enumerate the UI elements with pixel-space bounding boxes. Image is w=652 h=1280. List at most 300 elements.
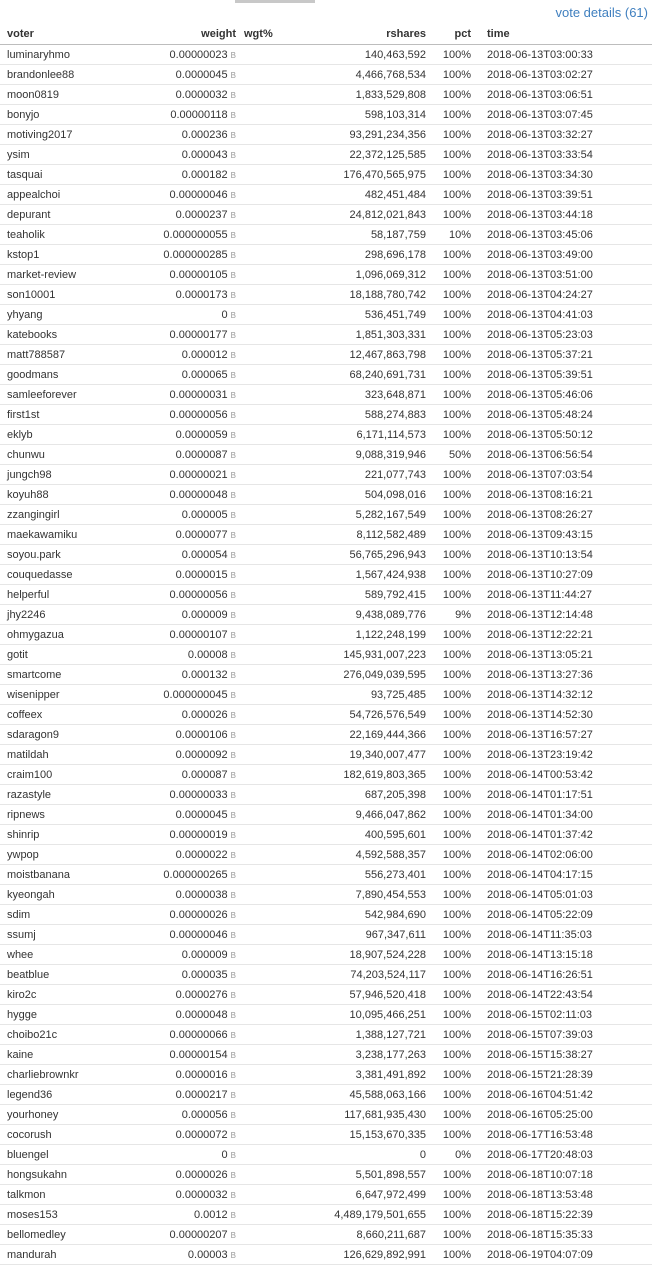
time-value: 2018-06-13T03:02:27 <box>475 65 652 85</box>
votes-table <box>0 24 652 1265</box>
weight-value <box>128 345 240 365</box>
time-value: 2018-06-13T05:37:21 <box>475 345 652 365</box>
weight-value <box>128 865 240 885</box>
rshares-value: 589,792,415 <box>300 585 430 605</box>
time-value: 2018-06-14T04:17:15 <box>475 865 652 885</box>
rshares-value: 1,851,303,331 <box>300 325 430 345</box>
rshares-value: 6,647,972,499 <box>300 1185 430 1205</box>
voter-link[interactable]: bellomedley <box>0 1225 128 1245</box>
rshares-value: 4,592,588,357 <box>300 845 430 865</box>
voter-link[interactable]: jhy2246 <box>0 605 128 625</box>
weight-value <box>128 305 240 325</box>
voter-link[interactable]: son10001 <box>0 285 128 305</box>
voter-link[interactable]: chunwu <box>0 445 128 465</box>
wgt-percent-value <box>240 885 300 905</box>
pct-value: 100% <box>430 1005 475 1025</box>
rshares-value: 1,122,248,199 <box>300 625 430 645</box>
weight-value <box>128 1065 240 1085</box>
voter-link[interactable]: helperful <box>0 585 128 605</box>
weight-value <box>128 765 240 785</box>
time-value: 2018-06-13T08:26:27 <box>475 505 652 525</box>
voter-link[interactable]: jungch98 <box>0 465 128 485</box>
column-header-rshares[interactable]: rshares <box>300 24 430 45</box>
rshares-value: 556,273,401 <box>300 865 430 885</box>
voter-link[interactable]: beatblue <box>0 965 128 985</box>
weight-unit-icon: B <box>230 730 236 740</box>
table-row <box>0 1125 652 1145</box>
voter-link[interactable]: sdim <box>0 905 128 925</box>
weight-number: 0.00000019 <box>169 828 228 841</box>
voter-link[interactable]: eklyb <box>0 425 128 445</box>
table-row <box>0 485 652 505</box>
weight-unit-icon: B <box>230 410 236 420</box>
weight-number: 0.000000265 <box>163 868 228 881</box>
weight-value <box>128 825 240 845</box>
weight-number: 0.000065 <box>181 368 228 381</box>
weight-unit-icon: B <box>230 1010 236 1020</box>
weight-unit-icon: B <box>230 990 236 1000</box>
weight-unit-icon: B <box>230 970 236 980</box>
time-value: 2018-06-14T01:37:42 <box>475 825 652 845</box>
rshares-value: 9,088,319,946 <box>300 445 430 465</box>
weight-number: 0.0000276 <box>175 988 228 1001</box>
time-value: 2018-06-13T04:24:27 <box>475 285 652 305</box>
weight-number: 0.0000106 <box>175 728 228 741</box>
weight-value <box>128 205 240 225</box>
table-row <box>0 885 652 905</box>
table-row <box>0 825 652 845</box>
rshares-value: 22,169,444,366 <box>300 725 430 745</box>
voter-link[interactable]: whee <box>0 945 128 965</box>
table-row <box>0 585 652 605</box>
wgt-percent-value <box>240 285 300 305</box>
voter-link[interactable]: hongsukahn <box>0 1165 128 1185</box>
weight-unit-icon: B <box>230 570 236 580</box>
rshares-value: 542,984,690 <box>300 905 430 925</box>
top-bar <box>0 0 652 24</box>
voter-link[interactable]: appealchoi <box>0 185 128 205</box>
pct-value: 100% <box>430 365 475 385</box>
voter-link[interactable]: choibo21c <box>0 1025 128 1045</box>
voter-link[interactable]: yourhoney <box>0 1105 128 1125</box>
wgt-percent-value <box>240 1105 300 1125</box>
weight-value <box>128 1165 240 1185</box>
voter-link[interactable]: luminaryhmo <box>0 45 128 65</box>
weight-unit-icon: B <box>230 70 236 80</box>
rshares-value: 19,340,007,477 <box>300 745 430 765</box>
pct-value: 100% <box>430 525 475 545</box>
pct-value: 100% <box>430 1165 475 1185</box>
weight-unit-icon: B <box>230 90 236 100</box>
voter-link[interactable]: yhyang <box>0 305 128 325</box>
wgt-percent-value <box>240 1065 300 1085</box>
time-value: 2018-06-13T03:07:45 <box>475 105 652 125</box>
voter-link[interactable]: ywpop <box>0 845 128 865</box>
weight-value <box>128 105 240 125</box>
voter-link[interactable]: ssumj <box>0 925 128 945</box>
weight-value <box>128 525 240 545</box>
wgt-percent-value <box>240 645 300 665</box>
voter-link[interactable]: first1st <box>0 405 128 425</box>
table-row <box>0 445 652 465</box>
wgt-percent-value <box>240 525 300 545</box>
time-value: 2018-06-13T06:56:54 <box>475 445 652 465</box>
weight-number: 0.0000045 <box>175 808 228 821</box>
voter-link[interactable]: legend36 <box>0 1085 128 1105</box>
weight-number: 0.0000038 <box>175 888 228 901</box>
weight-number: 0.0000072 <box>175 1128 228 1141</box>
weight-value <box>128 605 240 625</box>
pct-value: 100% <box>430 845 475 865</box>
weight-unit-icon: B <box>230 810 236 820</box>
wgt-percent-value <box>240 405 300 425</box>
pct-value: 100% <box>430 745 475 765</box>
weight-value <box>128 385 240 405</box>
weight-value <box>128 1045 240 1065</box>
time-value: 2018-06-13T05:39:51 <box>475 365 652 385</box>
time-value: 2018-06-13T03:51:00 <box>475 265 652 285</box>
weight-value <box>128 785 240 805</box>
pct-value: 100% <box>430 825 475 845</box>
voter-link[interactable]: kiro2c <box>0 985 128 1005</box>
weight-value <box>128 885 240 905</box>
weight-number: 0.00000066 <box>169 1028 228 1041</box>
time-value: 2018-06-13T04:41:03 <box>475 305 652 325</box>
voter-link[interactable]: craim100 <box>0 765 128 785</box>
wgt-percent-value <box>240 305 300 325</box>
pct-value: 100% <box>430 1185 475 1205</box>
weight-value <box>128 45 240 65</box>
weight-number: 0.000087 <box>181 768 228 781</box>
weight-unit-icon: B <box>230 390 236 400</box>
weight-value <box>128 845 240 865</box>
rshares-value: 24,812,021,843 <box>300 205 430 225</box>
weight-number: 0.000043 <box>181 148 228 161</box>
weight-number: 0.0000015 <box>175 568 228 581</box>
voter-link[interactable]: razastyle <box>0 785 128 805</box>
voter-link[interactable]: motiving2017 <box>0 125 128 145</box>
horizontal-scroll-thumb[interactable] <box>235 0 315 3</box>
pct-value: 100% <box>430 545 475 565</box>
table-row <box>0 945 652 965</box>
time-value: 2018-06-16T05:25:00 <box>475 1105 652 1125</box>
voter-link[interactable]: gotit <box>0 645 128 665</box>
pct-value: 100% <box>430 105 475 125</box>
table-row <box>0 1245 652 1265</box>
rshares-value: 536,451,749 <box>300 305 430 325</box>
wgt-percent-value <box>240 545 300 565</box>
voter-link[interactable]: moistbanana <box>0 865 128 885</box>
voter-link[interactable]: bonyjo <box>0 105 128 125</box>
wgt-percent-value <box>240 945 300 965</box>
voter-link[interactable]: mandurah <box>0 1245 128 1265</box>
wgt-percent-value <box>240 105 300 125</box>
time-value: 2018-06-14T11:35:03 <box>475 925 652 945</box>
pct-value: 100% <box>430 905 475 925</box>
pct-value: 10% <box>430 225 475 245</box>
weight-number: 0.0000077 <box>175 528 228 541</box>
table-row <box>0 865 652 885</box>
weight-number: 0.0000092 <box>175 748 228 761</box>
voter-link[interactable]: smartcome <box>0 665 128 685</box>
voter-link[interactable]: ripnews <box>0 805 128 825</box>
rshares-value: 57,946,520,418 <box>300 985 430 1005</box>
weight-value <box>128 485 240 505</box>
weight-unit-icon: B <box>230 870 236 880</box>
weight-unit-icon: B <box>230 310 236 320</box>
column-header-wgt-percent[interactable]: wgt% <box>240 24 300 45</box>
time-value: 2018-06-13T03:49:00 <box>475 245 652 265</box>
rshares-value: 140,463,592 <box>300 45 430 65</box>
wgt-percent-value <box>240 45 300 65</box>
voter-link[interactable]: tasquai <box>0 165 128 185</box>
weight-number: 0.00000154 <box>169 1048 228 1061</box>
pct-value: 100% <box>430 85 475 105</box>
weight-value <box>128 1105 240 1125</box>
table-row <box>0 145 652 165</box>
weight-number: 0.000000045 <box>163 688 228 701</box>
voter-link[interactable]: market-review <box>0 265 128 285</box>
weight-value <box>128 505 240 525</box>
pct-value: 100% <box>430 985 475 1005</box>
weight-value <box>128 465 240 485</box>
table-row <box>0 1165 652 1185</box>
voter-link[interactable]: koyuh88 <box>0 485 128 505</box>
voter-link[interactable]: hygge <box>0 1005 128 1025</box>
weight-unit-icon: B <box>230 650 236 660</box>
weight-number: 0.00000056 <box>169 588 228 601</box>
wgt-percent-value <box>240 425 300 445</box>
weight-value <box>128 1145 240 1165</box>
weight-unit-icon: B <box>230 1250 236 1260</box>
voter-link[interactable]: kstop1 <box>0 245 128 265</box>
wgt-percent-value <box>240 1185 300 1205</box>
weight-unit-icon: B <box>230 250 236 260</box>
weight-number: 0.00000107 <box>169 628 228 641</box>
voter-link[interactable]: zzangingirl <box>0 505 128 525</box>
voter-link[interactable]: matt788587 <box>0 345 128 365</box>
wgt-percent-value <box>240 1125 300 1145</box>
voter-link[interactable]: cocorush <box>0 1125 128 1145</box>
weight-number: 0.00000033 <box>169 788 228 801</box>
column-header-time[interactable]: time <box>475 24 652 45</box>
weight-value <box>128 805 240 825</box>
rshares-value: 1,096,069,312 <box>300 265 430 285</box>
voter-link[interactable]: kyeongah <box>0 885 128 905</box>
weight-number: 0.000026 <box>181 708 228 721</box>
pct-value: 100% <box>430 645 475 665</box>
voter-link[interactable]: ysim <box>0 145 128 165</box>
voter-link[interactable]: matildah <box>0 745 128 765</box>
table-row <box>0 305 652 325</box>
weight-value <box>128 905 240 925</box>
wgt-percent-value <box>240 85 300 105</box>
voter-link[interactable]: katebooks <box>0 325 128 345</box>
rshares-value: 298,696,178 <box>300 245 430 265</box>
table-row <box>0 965 652 985</box>
pct-value: 100% <box>430 505 475 525</box>
table-row <box>0 325 652 345</box>
voter-link[interactable]: couquedasse <box>0 565 128 585</box>
table-row <box>0 985 652 1005</box>
voter-link[interactable]: maekawamiku <box>0 525 128 545</box>
table-row <box>0 1045 652 1065</box>
wgt-percent-value <box>240 765 300 785</box>
weight-unit-icon: B <box>230 550 236 560</box>
pct-value: 100% <box>430 425 475 445</box>
rshares-value: 400,595,601 <box>300 825 430 845</box>
weight-unit-icon: B <box>230 450 236 460</box>
voter-link[interactable]: talkmon <box>0 1185 128 1205</box>
weight-number: 0.00000023 <box>169 48 228 61</box>
time-value: 2018-06-13T14:52:30 <box>475 705 652 725</box>
table-row <box>0 1105 652 1125</box>
time-value: 2018-06-13T07:03:54 <box>475 465 652 485</box>
voter-link[interactable]: coffeex <box>0 705 128 725</box>
weight-number: 0.000054 <box>181 548 228 561</box>
table-row <box>0 1225 652 1245</box>
table-row <box>0 205 652 225</box>
time-value: 2018-06-13T03:34:30 <box>475 165 652 185</box>
weight-unit-icon: B <box>230 630 236 640</box>
table-row <box>0 685 652 705</box>
weight-unit-icon: B <box>230 430 236 440</box>
weight-unit-icon: B <box>230 290 236 300</box>
weight-value <box>128 705 240 725</box>
time-value: 2018-06-13T13:27:36 <box>475 665 652 685</box>
weight-value <box>128 245 240 265</box>
column-header-pct[interactable]: pct <box>430 24 475 45</box>
wgt-percent-value <box>240 1225 300 1245</box>
rshares-value: 1,567,424,938 <box>300 565 430 585</box>
time-value: 2018-06-17T20:48:03 <box>475 1145 652 1165</box>
table-row <box>0 565 652 585</box>
wgt-percent-value <box>240 705 300 725</box>
time-value: 2018-06-14T01:17:51 <box>475 785 652 805</box>
weight-number: 0.00000031 <box>169 388 228 401</box>
weight-unit-icon: B <box>230 750 236 760</box>
rshares-value: 5,282,167,549 <box>300 505 430 525</box>
table-row <box>0 285 652 305</box>
rshares-value: 18,907,524,228 <box>300 945 430 965</box>
rshares-value: 117,681,935,430 <box>300 1105 430 1125</box>
wgt-percent-value <box>240 1045 300 1065</box>
pct-value: 100% <box>430 1225 475 1245</box>
weight-unit-icon: B <box>230 850 236 860</box>
voter-link[interactable]: ohmygazua <box>0 625 128 645</box>
voter-link[interactable]: goodmans <box>0 365 128 385</box>
weight-number: 0.0000022 <box>175 848 228 861</box>
weight-value <box>128 1185 240 1205</box>
wgt-percent-value <box>240 165 300 185</box>
table-row <box>0 785 652 805</box>
pct-value: 50% <box>430 445 475 465</box>
voter-link[interactable]: moses153 <box>0 1205 128 1225</box>
weight-value <box>128 1025 240 1045</box>
weight-unit-icon: B <box>230 470 236 480</box>
weight-number: 0.0000237 <box>175 208 228 221</box>
table-row <box>0 505 652 525</box>
rshares-value: 1,833,529,808 <box>300 85 430 105</box>
weight-value <box>128 145 240 165</box>
rshares-value: 687,205,398 <box>300 785 430 805</box>
table-row <box>0 1005 652 1025</box>
pct-value: 100% <box>430 485 475 505</box>
weight-number: 0.000009 <box>181 608 228 621</box>
wgt-percent-value <box>240 985 300 1005</box>
vote-details-link[interactable]: vote details (61) <box>555 5 648 20</box>
time-value: 2018-06-18T15:35:33 <box>475 1225 652 1245</box>
time-value: 2018-06-18T13:53:48 <box>475 1185 652 1205</box>
weight-unit-icon: B <box>230 490 236 500</box>
rshares-value: 126,629,892,991 <box>300 1245 430 1265</box>
time-value: 2018-06-13T03:33:54 <box>475 145 652 165</box>
time-value: 2018-06-19T04:07:09 <box>475 1245 652 1265</box>
wgt-percent-value <box>240 205 300 225</box>
voter-link[interactable]: kaine <box>0 1045 128 1065</box>
weight-number: 0.00000105 <box>169 268 228 281</box>
column-header-weight[interactable]: weight <box>128 24 240 45</box>
rshares-value: 10,095,466,251 <box>300 1005 430 1025</box>
weight-unit-icon: B <box>230 270 236 280</box>
table-row <box>0 905 652 925</box>
pct-value: 100% <box>430 585 475 605</box>
table-row <box>0 1185 652 1205</box>
voter-link[interactable]: samleeforever <box>0 385 128 405</box>
time-value: 2018-06-18T10:07:18 <box>475 1165 652 1185</box>
voter-link[interactable]: brandonlee88 <box>0 65 128 85</box>
table-row <box>0 765 652 785</box>
pct-value: 100% <box>430 1125 475 1145</box>
column-header-voter[interactable]: voter <box>0 24 128 45</box>
table-row <box>0 465 652 485</box>
weight-unit-icon: B <box>230 170 236 180</box>
rshares-value: 4,466,768,534 <box>300 65 430 85</box>
voter-link[interactable]: charliebrownkr <box>0 1065 128 1085</box>
pct-value: 100% <box>430 385 475 405</box>
rshares-value: 74,203,524,117 <box>300 965 430 985</box>
voter-link[interactable]: soyou.park <box>0 545 128 565</box>
pct-value: 100% <box>430 665 475 685</box>
voter-link[interactable]: moon0819 <box>0 85 128 105</box>
rshares-value: 145,931,007,223 <box>300 645 430 665</box>
weight-number: 0.0000032 <box>175 1188 228 1201</box>
weight-unit-icon: B <box>230 230 236 240</box>
weight-number: 0.000056 <box>181 1108 228 1121</box>
wgt-percent-value <box>240 145 300 165</box>
pct-value: 100% <box>430 345 475 365</box>
voter-link[interactable]: wisenipper <box>0 685 128 705</box>
rshares-value: 56,765,296,943 <box>300 545 430 565</box>
rshares-value: 9,466,047,862 <box>300 805 430 825</box>
table-row <box>0 725 652 745</box>
voter-link[interactable]: shinrip <box>0 825 128 845</box>
weight-value <box>128 665 240 685</box>
time-value: 2018-06-14T22:43:54 <box>475 985 652 1005</box>
voter-link[interactable]: sdaragon9 <box>0 725 128 745</box>
wgt-percent-value <box>240 845 300 865</box>
time-value: 2018-06-13T11:44:27 <box>475 585 652 605</box>
voter-link[interactable]: depurant <box>0 205 128 225</box>
weight-value <box>128 125 240 145</box>
pct-value: 100% <box>430 465 475 485</box>
weight-unit-icon: B <box>230 330 236 340</box>
voter-link[interactable]: teaholik <box>0 225 128 245</box>
weight-value <box>128 285 240 305</box>
weight-number: 0.0000173 <box>175 288 228 301</box>
voter-link[interactable]: bluengel <box>0 1145 128 1165</box>
weight-unit-icon: B <box>230 1070 236 1080</box>
